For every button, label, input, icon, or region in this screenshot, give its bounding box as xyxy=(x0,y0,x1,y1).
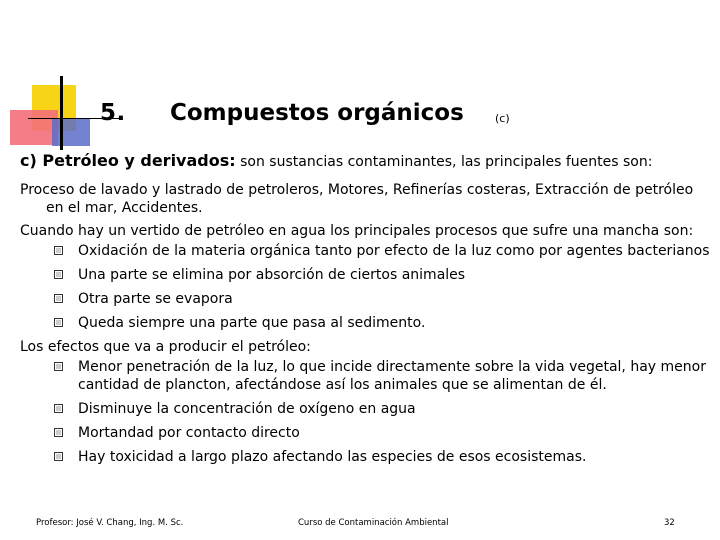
effects-list xyxy=(20,358,710,466)
logo-vertical-line xyxy=(60,76,63,150)
hollow-square-bullet-icon xyxy=(54,294,63,303)
list-item xyxy=(20,400,710,418)
list-item-text: Disminuye la concentración de oxígeno en agua xyxy=(78,401,416,417)
slide-footer xyxy=(0,518,720,536)
hollow-square-bullet-icon xyxy=(54,452,63,461)
list-item-text: Oxidación de la materia orgánica tanto por efecto de la luz como por agentes bacterianos xyxy=(78,243,710,259)
slide-title: Compuestos orgánicos xyxy=(170,100,464,126)
slide-content xyxy=(20,152,710,472)
list-item-text: Mortandad por contacto directo xyxy=(78,425,300,441)
logo-red-square xyxy=(10,110,58,145)
lead-text: son sustancias contaminantes, las principales fuentes son: xyxy=(235,154,653,170)
list-item xyxy=(20,242,710,260)
list-item-text: Una parte se elimina por absorción de ciertos animales xyxy=(78,267,466,283)
sources-paragraph: Proceso de lavado y lastrado de petroleros, Motores, Refinerías costeras, Extracción de petróleo en el mar, Accidentes. xyxy=(20,182,694,216)
footer-page-number: 32 xyxy=(664,518,675,528)
footer-professor: Profesor: José V. Chang, Ing. M. Sc. xyxy=(36,518,184,528)
list-item-text: Otra parte se evapora xyxy=(78,291,233,307)
list-item xyxy=(20,424,710,442)
hollow-square-bullet-icon xyxy=(54,246,63,255)
effects-intro: Los efectos que va a producir el petróleo: xyxy=(20,339,311,355)
decorative-logo xyxy=(0,0,120,150)
lead-bold-heading: c) Petróleo y derivados: xyxy=(20,151,236,170)
list-item xyxy=(20,266,710,284)
spill-intro: Cuando hay un vertido de petróleo en agua los principales procesos que sufre una mancha son: xyxy=(20,223,694,239)
list-item-text: Queda siempre una parte que pasa al sedimento. xyxy=(78,315,426,331)
slide-number: 5. xyxy=(100,100,126,126)
logo-blue-square xyxy=(52,118,90,146)
hollow-square-bullet-icon xyxy=(54,270,63,279)
spill-process-list xyxy=(20,242,710,332)
slide-title-tag: (c) xyxy=(495,112,510,125)
list-item-text: Hay toxicidad a largo plazo afectando las especies de esos ecosistemas. xyxy=(78,449,587,465)
list-item-text: Menor penetración de la luz, lo que incide directamente sobre la vida vegetal, hay menor cantidad de plancton, afectándose así los animales que se alimentan de él. xyxy=(78,359,706,393)
list-item xyxy=(20,448,710,466)
footer-course: Curso de Contaminación Ambiental xyxy=(298,518,449,528)
list-item xyxy=(20,358,710,394)
list-item xyxy=(20,290,710,308)
list-item xyxy=(20,314,710,332)
hollow-square-bullet-icon xyxy=(54,428,63,437)
lead-paragraph xyxy=(20,152,710,171)
hollow-square-bullet-icon xyxy=(54,362,63,371)
hollow-square-bullet-icon xyxy=(54,404,63,413)
hollow-square-bullet-icon xyxy=(54,318,63,327)
